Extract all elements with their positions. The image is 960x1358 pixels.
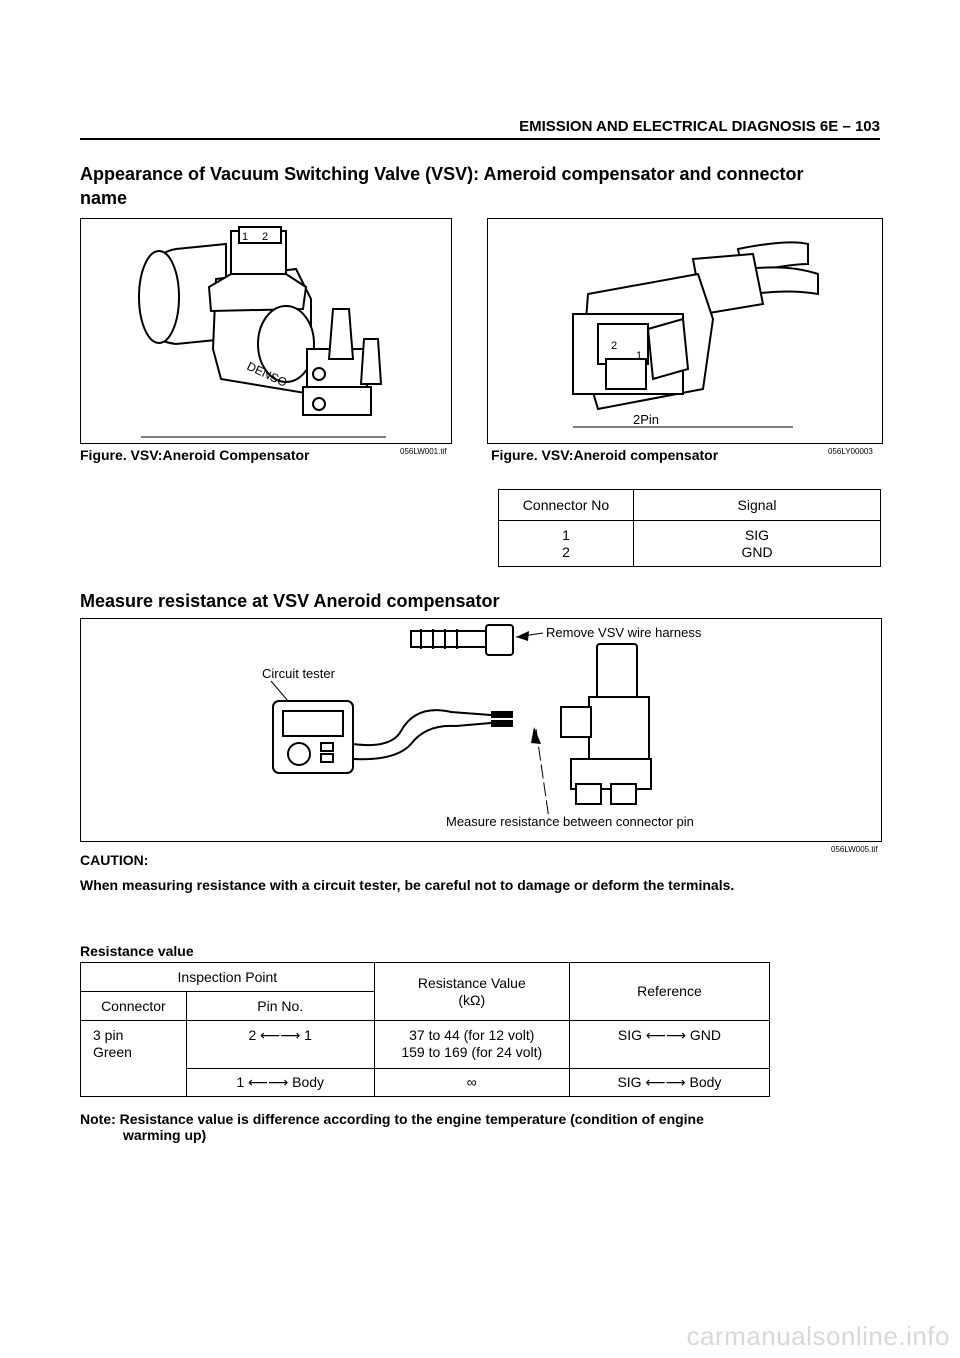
row1-value-line2: 159 to 169 (for 24 volt) bbox=[401, 1044, 543, 1060]
header-resistance-value-line2: (kΩ) bbox=[458, 991, 486, 1008]
caution-text: When measuring resistance with a circuit tester, be careful not to damage or deform the terminals. bbox=[80, 877, 735, 893]
note-line1: Note: Resistance value is difference according to the engine temperature (condition of engine bbox=[80, 1111, 704, 1127]
pin-label-2: 2 bbox=[262, 231, 269, 243]
label-circuit-tester: Circuit tester bbox=[262, 666, 335, 681]
resistance-heading: Resistance value bbox=[80, 943, 194, 959]
row1-reference: SIG ⟵⟶ GND bbox=[569, 1021, 769, 1069]
connector-cell bbox=[81, 1021, 187, 1097]
header-connector-no: Connector No bbox=[499, 490, 634, 521]
pin-1: 1 bbox=[562, 526, 570, 543]
section-title-appearance bbox=[80, 162, 880, 210]
figure2-caption: Figure. VSV:Aneroid compensator bbox=[491, 447, 719, 463]
connector-pins-cell bbox=[499, 521, 634, 567]
connector-line1: 3 pin bbox=[93, 1027, 124, 1043]
resistance-table bbox=[80, 962, 770, 1097]
row1-value-line1: 37 to 44 (for 12 volt) bbox=[409, 1027, 535, 1043]
note-line2: warming up) bbox=[123, 1127, 207, 1143]
connector-illustration bbox=[488, 219, 882, 443]
row1-pin: 2 ⟵⟶ 1 bbox=[186, 1021, 374, 1069]
header-reference: Reference bbox=[569, 963, 769, 1021]
vsv-illustration bbox=[81, 219, 451, 443]
section-title-measure: Measure resistance at VSV Aneroid compensator bbox=[80, 591, 500, 611]
header-divider bbox=[80, 138, 880, 140]
row2-value: ∞ bbox=[374, 1069, 569, 1097]
section-title-line2: name bbox=[80, 188, 128, 208]
figure-connector-aneroid-compensator bbox=[487, 218, 883, 444]
signal-gnd: GND bbox=[741, 543, 773, 560]
caution-heading: CAUTION: bbox=[80, 852, 149, 868]
connector-signal-table bbox=[498, 489, 881, 567]
figure1-caption: Figure. VSV:Aneroid Compensator bbox=[80, 447, 310, 463]
header-resistance-value bbox=[374, 963, 569, 1021]
figure2-code: 056LY00003 bbox=[828, 447, 873, 456]
section-title-line1: Appearance of Vacuum Switching Valve (VSV): Ameroid compensator and connector bbox=[80, 164, 804, 184]
label-measure-resistance: Measure resistance between connector pin bbox=[446, 814, 694, 829]
header-pin-no: Pin No. bbox=[186, 992, 374, 1021]
label-remove-harness: Remove VSV wire harness bbox=[546, 625, 702, 640]
note bbox=[80, 1111, 900, 1143]
connector-line2: Green bbox=[93, 1044, 132, 1060]
connector-signals-cell bbox=[634, 521, 881, 567]
page-header: EMISSION AND ELECTRICAL DIAGNOSIS 6E – 103 bbox=[519, 118, 880, 135]
header-signal: Signal bbox=[634, 490, 881, 521]
row2-pin: 1 ⟵⟶ Body bbox=[186, 1069, 374, 1097]
pin-2: 2 bbox=[562, 543, 570, 560]
row2-reference: SIG ⟵⟶ Body bbox=[569, 1069, 769, 1097]
header-resistance-value-line1: Resistance Value bbox=[417, 974, 526, 991]
row1-value bbox=[374, 1021, 569, 1069]
watermark: carmanualsonline.info bbox=[686, 1321, 950, 1351]
figure-vsv-aneroid-compensator bbox=[80, 218, 452, 444]
figure3-code: 056LW005.tif bbox=[831, 845, 878, 854]
measure-illustration bbox=[81, 619, 881, 841]
header-inspection-point: Inspection Point bbox=[81, 963, 375, 992]
denso-brand-label: DENSO bbox=[244, 359, 290, 390]
header-connector: Connector bbox=[81, 992, 187, 1021]
pin-label-1: 1 bbox=[242, 231, 249, 243]
connector-pin-label-2: 2 bbox=[611, 340, 618, 352]
signal-sig: SIG bbox=[744, 526, 770, 543]
connector-pin-label-1: 1 bbox=[636, 350, 643, 362]
two-pin-label: 2Pin bbox=[633, 412, 660, 427]
figure1-code: 056LW001.tif bbox=[400, 447, 447, 456]
figure-measure-resistance bbox=[80, 618, 882, 842]
